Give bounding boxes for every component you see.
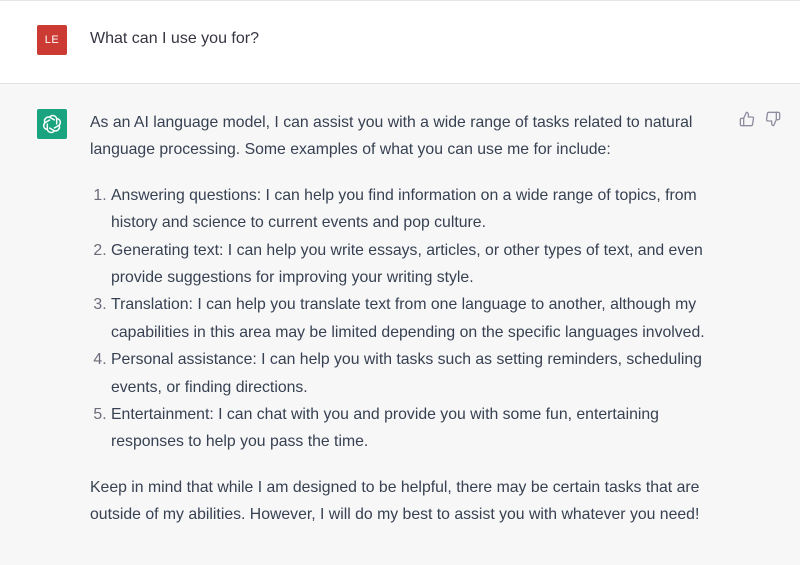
feedback-buttons [739, 111, 781, 127]
openai-logo-icon [41, 113, 63, 135]
user-message-text: What can I use you for? [90, 30, 259, 47]
assistant-message-row [0, 84, 800, 565]
list-item: 5. Entertainment: I can chat with you and provide you with some fun, entertaining responses to help you pass the time. [111, 401, 735, 456]
user-avatar: LE [37, 25, 67, 55]
list-item: 3. Translation: I can help you translate text from one language to another, although my capabilities in this area may be limited depending on the specific languages involved. [111, 291, 735, 346]
list-item: 2. Generating text: I can help you write essays, articles, or other types of text, and even provide suggestions for improving your writing style. [111, 237, 735, 292]
assistant-closing-paragraph: Keep in mind that while I am designed to be helpful, there may be certain tasks that are outside of my abilities. However, I will do my best to assist you with whatever you need! [90, 478, 700, 524]
thumbs-down-icon [765, 111, 781, 127]
assistant-intro-paragraph: As an AI language model, I can assist you with a wide range of tasks related to natural language processing. Some examples of what you can use me for include: [90, 114, 693, 159]
assistant-message-content [90, 109, 735, 529]
assistant-avatar [37, 109, 67, 139]
thumbs-down-button[interactable] [765, 111, 781, 127]
assistant-examples-list [90, 182, 735, 456]
thumbs-up-icon [739, 111, 755, 127]
user-message-row [0, 0, 800, 84]
list-item: 1. Answering questions: I can help you find information on a wide range of topics, from history and science to current events and pop culture. [111, 182, 735, 237]
thumbs-up-button[interactable] [739, 111, 755, 127]
list-item: 4. Personal assistance: I can help you with tasks such as setting reminders, scheduling events, or finding directions. [111, 346, 735, 401]
